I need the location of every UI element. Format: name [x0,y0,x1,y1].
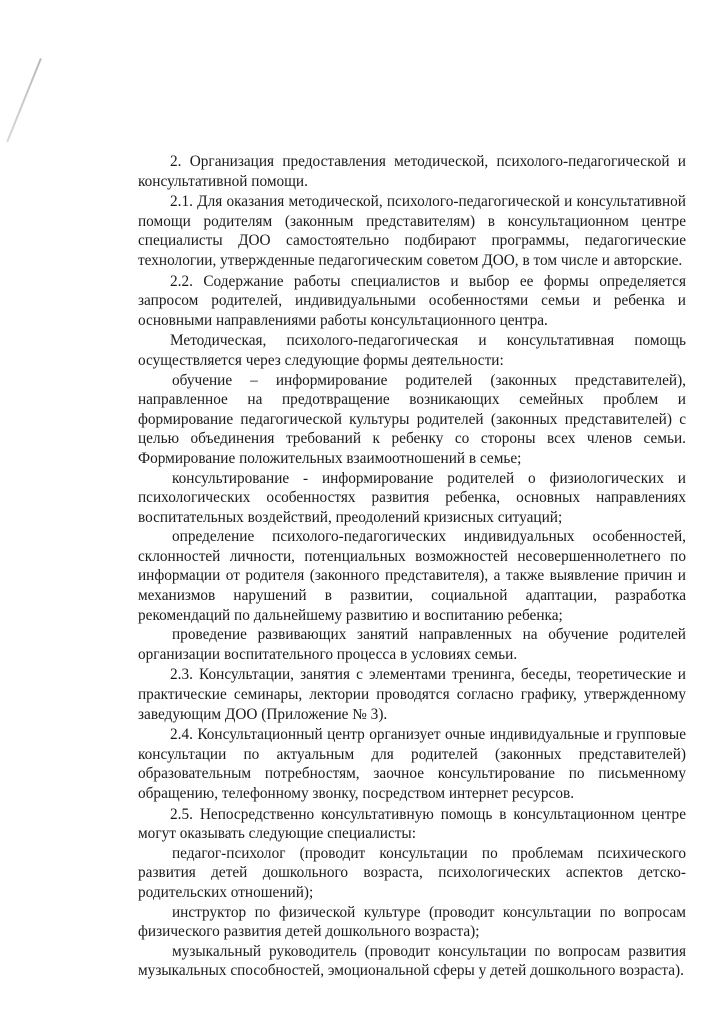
list-item-pe-instructor: инструктор по физической культуре (проводит консультации по вопросам физического развития детей дошкольного возраста); [138,903,686,941]
list-item-training: обучение – информирование родителей (законных представителей), направленное на предотвращение возникающих семейных проблем и формирование педагогической культуры родителей (законных представителей) с целью объединения требований к ребенку со стороны всех членов семьи. Формирование положительных взаимоотношений в семье; [138,371,686,467]
list-item-assessment: определение психолого-педагогических индивидуальных особенностей, склонностей личности, потенциальных возможностей несовершеннолетнего по информации от родителя (законного представителя), а также выявление причин и механизмов нарушений в развитии, социальной адаптации, разработка рекомендаций по дальнейшему развитию и воспитанию ребенка; [138,528,686,624]
paragraph-2-5: 2.5. Непосредственно консультативную помощь в консультационном центре могут оказывать следующие специалисты: [138,805,686,843]
list-item-developmental-sessions: проведение развивающих занятий направленных на обучение родителей организации воспитательного процесса в условиях семьи. [138,626,686,663]
document-body [138,152,686,981]
list-item-psychologist: педагог-психолог (проводит консультации по проблемам психического развития детей дошкольного возраста, психологических аспектов детско-родительских отношений); [138,844,686,901]
paragraph-forms-intro: Методическая, психолого-педагогическая и консультативная помощь осуществляется через следующие формы деятельности: [138,332,686,369]
list-item-consulting: консультирование - информирование родителей о физиологических и психологических особенностях развития ребенка, основных направлениях воспитательных воздействий, преодолений кризисных ситуаций; [138,469,686,526]
scan-artifact-line [6,58,42,142]
paragraph-2-2: 2.2. Содержание работы специалистов и выбор ее формы определяется запросом родителей, индивидуальными особенностями семьи и ребенка и основными направлениями работы консультационного центра. [138,272,686,329]
section-2-heading: 2. Организация предоставления методической, психолого-педагогической и консультативной помощи. [138,153,686,190]
paragraph-2-4: 2.4. Консультационный центр организует очные индивидуальные и групповые консультации по актуальным для родителей (законных представителей) образовательным потребностям, заочное консультирование по письменному обращению, телефонному звонку, посредством интернет ресурсов. [138,726,686,802]
list-item-music-director: музыкальный руководитель (проводит консультации по вопросам развития музыкальных способностей, эмоциональной сферы у детей дошкольного возраста). [138,942,686,980]
paragraph-2-3: 2.3. Консультации, занятия с элементами тренинга, беседы, теоретические и практические семинары, лектории проводятся согласно графику, утвержденному заведующим ДОО (Приложение № 3). [138,666,686,723]
paragraph-2-1: 2.1. Для оказания методической, психолого-педагогической и консультативной помощи родителям (законным представителям) в консультационном центре специалисты ДОО самостоятельно подбирают программы, педагогические технологии, утвержденные педагогическим советом ДОО, в том числе и авторские. [138,193,686,269]
